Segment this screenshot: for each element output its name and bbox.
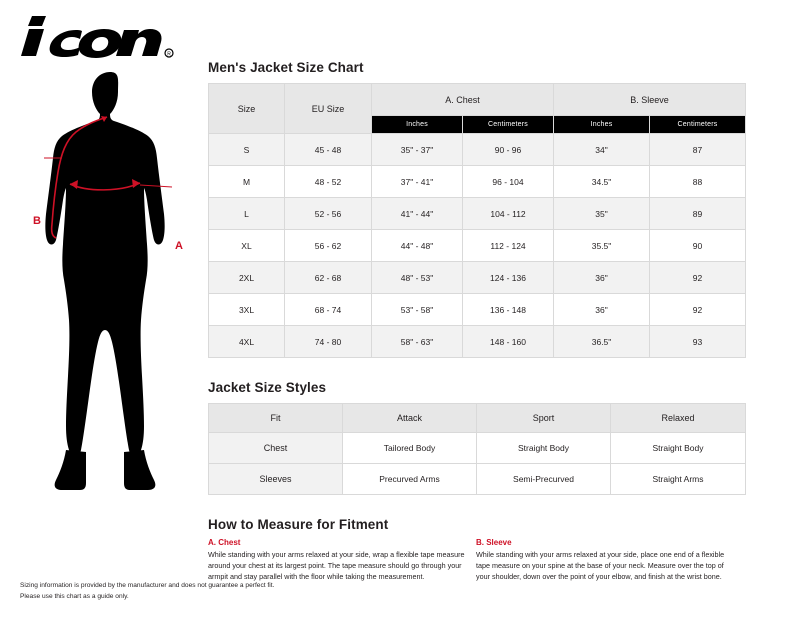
cell-eu: 45 - 48: [285, 134, 372, 166]
cell-sleeve-in: 36": [554, 294, 650, 326]
table-row: [209, 464, 746, 495]
measure-sleeve-heading: B. Sleeve: [476, 538, 512, 547]
cell-sleeve-in: 34": [554, 134, 650, 166]
cell-eu: 74 - 80: [285, 326, 372, 358]
cell-chest-cm: 90 - 96: [463, 134, 554, 166]
header-chest-centimeters: Centimeters: [463, 116, 554, 134]
body-silhouette-figure: [12, 58, 202, 508]
cell-eu: 68 - 74: [285, 294, 372, 326]
icon-logo: [18, 14, 178, 60]
silhouette-svg: [12, 58, 202, 508]
header-eu-size: EU Size: [285, 84, 372, 134]
header-sleeve: B. Sleeve: [554, 84, 746, 116]
header-chest: A. Chest: [372, 84, 554, 116]
measure-sleeve-body: While standing with your arms relaxed at your side, place one end of a flexible tape measure on your spine at the base of your neck. Measure over the top of your shoulder, down over the point of your elbow, and finish at the wrist bone.: [476, 550, 725, 582]
cell-sleeve-cm: 87: [650, 134, 746, 166]
cell-size: L: [209, 198, 285, 230]
measure-chest-block: [208, 538, 476, 582]
measure-label-a: A: [175, 240, 183, 252]
footer-line-2: Please use this chart as a guide only.: [20, 593, 129, 601]
cell-size: M: [209, 166, 285, 198]
cell-chest-cm: 112 - 124: [463, 230, 554, 262]
cell-eu: 48 - 52: [285, 166, 372, 198]
svg-text:R: R: [167, 51, 171, 58]
table-row: [209, 198, 746, 230]
row-label-chest: Chest: [209, 433, 343, 464]
cell-sport: Straight Body: [477, 433, 611, 464]
cell-chest-in: 41" - 44": [372, 198, 463, 230]
measure-sleeve-block: [476, 538, 744, 582]
measure-label-b: B: [33, 215, 41, 227]
header-fit: Fit: [209, 404, 343, 433]
cell-size: XL: [209, 230, 285, 262]
header-sleeve-centimeters: Centimeters: [650, 116, 746, 134]
cell-eu: 56 - 62: [285, 230, 372, 262]
cell-size: 3XL: [209, 294, 285, 326]
cell-attack: Precurved Arms: [343, 464, 477, 495]
cell-sleeve-cm: 90: [650, 230, 746, 262]
cell-sleeve-in: 35": [554, 198, 650, 230]
row-label-sleeves: Sleeves: [209, 464, 343, 495]
header-size: Size: [209, 84, 285, 134]
cell-chest-cm: 148 - 160: [463, 326, 554, 358]
footer-disclaimer: [20, 581, 420, 603]
cell-attack: Tailored Body: [343, 433, 477, 464]
table-row: [209, 230, 746, 262]
cell-sleeve-in: 34.5": [554, 166, 650, 198]
how-to-measure-columns: [208, 538, 745, 582]
header-attack: Attack: [343, 404, 477, 433]
cell-chest-in: 53" - 58": [372, 294, 463, 326]
table-row: [209, 134, 746, 166]
cell-chest-in: 35" - 37": [372, 134, 463, 166]
cell-chest-in: 58" - 63": [372, 326, 463, 358]
cell-eu: 62 - 68: [285, 262, 372, 294]
size-chart-table: [208, 83, 746, 358]
cell-sleeve-cm: 92: [650, 262, 746, 294]
header-sport: Sport: [477, 404, 611, 433]
cell-sport: Semi-Precurved: [477, 464, 611, 495]
table-row: [209, 326, 746, 358]
cell-sleeve-cm: 88: [650, 166, 746, 198]
measure-chest-body: While standing with your arms relaxed at your side, wrap a flexible tape measure around your chest at its largest point. The tape measure should go through your armpit and stay parallel with the floor while taking the measurement.: [208, 550, 465, 582]
header-relaxed: Relaxed: [611, 404, 746, 433]
header-chest-inches: Inches: [372, 116, 463, 134]
cell-chest-in: 44" - 48": [372, 230, 463, 262]
table-row: [209, 294, 746, 326]
table-header-row-1: [209, 84, 746, 116]
cell-sleeve-cm: 89: [650, 198, 746, 230]
table-row: [209, 262, 746, 294]
cell-chest-in: 37" - 41": [372, 166, 463, 198]
cell-chest-cm: 136 - 148: [463, 294, 554, 326]
table-row: [209, 433, 746, 464]
cell-chest-in: 48" - 53": [372, 262, 463, 294]
cell-sleeve-in: 35.5": [554, 230, 650, 262]
cell-chest-cm: 124 - 136: [463, 262, 554, 294]
styles-chart-title: Jacket Size Styles: [208, 380, 327, 395]
cell-sleeve-in: 36": [554, 262, 650, 294]
content-column: [208, 60, 784, 582]
footer-line-1: Sizing information is provided by the manufacturer and does not guarantee a perfect fit.: [20, 582, 275, 590]
cell-sleeve-in: 36.5": [554, 326, 650, 358]
how-to-measure-title: How to Measure for Fitment: [208, 517, 389, 532]
cell-size: S: [209, 134, 285, 166]
table-row: [209, 166, 746, 198]
size-chart-title: Men's Jacket Size Chart: [208, 60, 364, 75]
table-header-row: [209, 404, 746, 433]
cell-relaxed: Straight Body: [611, 433, 746, 464]
measure-chest-heading: A. Chest: [208, 538, 241, 547]
jacket-styles-table: [208, 403, 746, 495]
cell-chest-cm: 104 - 112: [463, 198, 554, 230]
cell-relaxed: Straight Arms: [611, 464, 746, 495]
cell-chest-cm: 96 - 104: [463, 166, 554, 198]
header-sleeve-inches: Inches: [554, 116, 650, 134]
cell-sleeve-cm: 93: [650, 326, 746, 358]
cell-eu: 52 - 56: [285, 198, 372, 230]
cell-sleeve-cm: 92: [650, 294, 746, 326]
cell-size: 2XL: [209, 262, 285, 294]
cell-size: 4XL: [209, 326, 285, 358]
